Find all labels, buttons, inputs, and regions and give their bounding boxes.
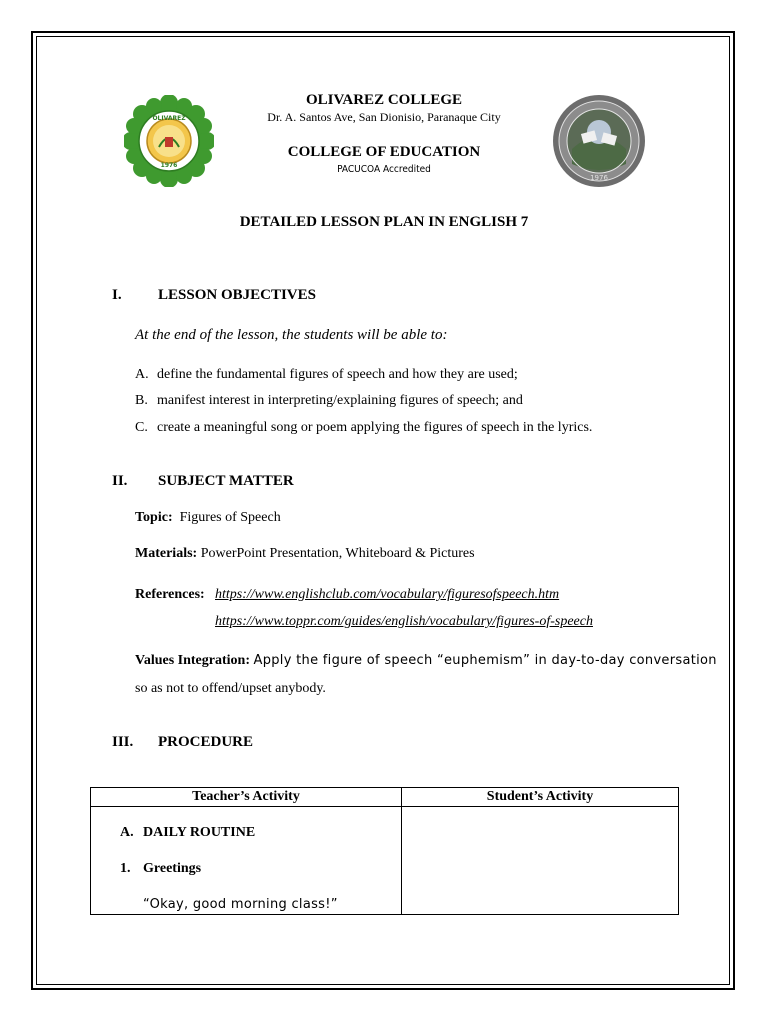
values-integration-line-2: so as not to offend/upset anybody. xyxy=(135,681,326,696)
procedure-table xyxy=(90,787,679,915)
objective-letter: B. xyxy=(135,393,148,408)
section-2-heading: SUBJECT MATTER xyxy=(158,473,294,489)
section-1-numeral: I. xyxy=(112,287,122,303)
section-1-heading: LESSON OBJECTIVES xyxy=(158,287,316,303)
values-integration-line-1 xyxy=(135,653,717,669)
topic-line xyxy=(135,510,281,526)
reference-link-toppr[interactable]: https://www.toppr.com/guides/english/vocabulary/figures-of-speech xyxy=(215,614,593,629)
section-3-numeral: III. xyxy=(112,734,134,750)
greetings-heading: Greetings xyxy=(143,861,202,876)
objectives-intro: At the end of the lesson, the students will be able to: xyxy=(135,327,448,343)
values-text: Apply the figure of speech “euphemism” in day-to-day conversation xyxy=(253,653,717,668)
daily-routine-letter: A. xyxy=(120,825,134,840)
procedure-table-row xyxy=(91,807,679,915)
section-2-numeral: II. xyxy=(112,473,128,489)
objective-text: manifest interest in interpreting/explaining figures of speech; and xyxy=(157,393,523,408)
accreditation-note: PACUCOA Accredited xyxy=(337,164,431,175)
svg-text:OLIVAREZ: OLIVAREZ xyxy=(152,115,186,122)
objective-letter: A. xyxy=(135,367,149,382)
svg-text:1976: 1976 xyxy=(590,174,608,182)
college-address: Dr. A. Santos Ave, San Dionisio, Paranaque City xyxy=(267,110,501,124)
section-3-heading: PROCEDURE xyxy=(158,734,254,750)
student-activity-header: Student’s Activity xyxy=(402,788,679,807)
topic-label: Topic: xyxy=(135,510,173,525)
daily-routine-heading: DAILY ROUTINE xyxy=(143,825,256,840)
reference-link-englishclub[interactable]: https://www.englishclub.com/vocabulary/figuresofspeech.htm xyxy=(215,587,560,602)
materials-value: PowerPoint Presentation, Whiteboard & Pictures xyxy=(200,546,475,561)
objective-letter: C. xyxy=(135,420,148,435)
objective-text: define the fundamental figures of speech and how they are used; xyxy=(157,367,518,382)
teacher-greeting-line: “Okay, good morning class!” xyxy=(143,897,338,912)
greetings-number: 1. xyxy=(120,861,131,876)
college-name: OLIVAREZ COLLEGE xyxy=(305,92,463,108)
objective-text: create a meaningful song or poem applying the figures of speech in the lyrics. xyxy=(157,420,593,435)
svg-text:1976: 1976 xyxy=(160,162,178,169)
student-activity-cell xyxy=(402,807,679,915)
topic-value: Figures of Speech xyxy=(179,510,281,525)
references-label: References: xyxy=(135,587,205,602)
teacher-activity-header: Teacher’s Activity xyxy=(91,788,402,807)
teacher-activity-cell xyxy=(91,807,402,915)
values-label: Values Integration: xyxy=(135,653,250,668)
document-title: DETAILED LESSON PLAN IN ENGLISH 7 xyxy=(239,214,529,230)
materials-label: Materials: xyxy=(135,546,198,561)
procedure-table-header-row xyxy=(91,788,679,807)
materials-line xyxy=(135,546,475,562)
department-name: COLLEGE OF EDUCATION xyxy=(287,144,481,160)
